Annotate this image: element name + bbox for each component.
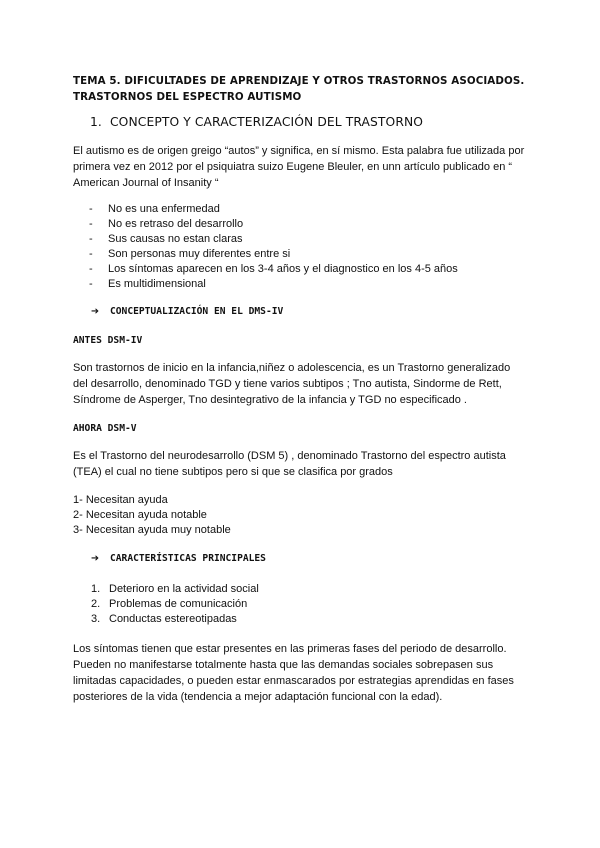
antes-dsm-iv-heading: ANTES DSM-IV — [73, 335, 143, 346]
intro-line: El autismo es de origen greigo “autos” y significa, en sí mismo. Esta palabra fue utilizada por — [73, 145, 525, 157]
list-item: 2- Necesitan ayuda notable — [73, 509, 207, 521]
conclusion-line: Pueden no manifestarse totalmente hasta que las demandas sociales sobrepasen sus — [73, 659, 494, 671]
characteristics-bullet-list — [89, 202, 458, 292]
caracteristicas-heading-text: CARACTERÍSTICAS PRINCIPALES — [110, 553, 266, 564]
list-item-text: Deterioro en la actividad social — [109, 583, 259, 595]
antes-paragraph — [73, 360, 543, 408]
antes-line: del desarrollo, denominado TGD y tiene varios subtipos ; Tno autista, Sindorme de Rett, — [73, 378, 502, 390]
grados-list — [73, 493, 231, 538]
caracteristicas-list — [91, 582, 259, 627]
list-item-text: No es una enfermedad — [108, 203, 220, 215]
list-item-text: Es multidimensional — [108, 278, 206, 290]
arrow-icon: ➔ — [91, 553, 100, 564]
title-line-1: TEMA 5. DIFICULTADES DE APRENDIZAJE Y OTROS TRASTORNOS ASOCIADOS. — [73, 75, 525, 87]
conclusion-line: limitadas capacidades, o pueden estar enmascarados por estrategias aprendidas en fases — [73, 675, 514, 687]
ahora-paragraph — [73, 448, 543, 480]
conclusion-line: Los síntomas tienen que estar presentes en las primeras fases del periodo de desarrollo. — [73, 643, 507, 655]
list-item-text: Son personas muy diferentes entre si — [108, 248, 291, 260]
list-item — [89, 247, 458, 262]
list-item-text: Sus causas no estan claras — [108, 233, 243, 245]
list-number: 1. — [91, 583, 101, 595]
arrow-icon: ➔ — [91, 306, 100, 317]
title-line-2: TRASTORNOS DEL ESPECTRO AUTISMO — [73, 91, 302, 103]
conceptualizacion-heading-text: CONCEPTUALIZACIÓN EN EL DMS-IV — [110, 306, 284, 317]
caracteristicas-heading — [91, 552, 266, 566]
list-item — [89, 232, 458, 247]
bullet-marker: - — [89, 248, 93, 260]
bullet-marker: - — [89, 263, 93, 275]
ahora-dsm-v-heading: AHORA DSM-V — [73, 423, 137, 434]
bullet-marker: - — [89, 203, 93, 215]
list-number: 2. — [91, 598, 101, 610]
antes-line: Síndrome de Asperger, Tno desintegrativo de la infancia y TGD no especificado . — [73, 394, 467, 406]
list-item — [91, 612, 259, 627]
conclusion-paragraph — [73, 641, 543, 705]
list-item-text: Los síntomas aparecen en los 3-4 años y el diagnostico en los 4-5 años — [108, 263, 458, 275]
bullet-marker: - — [89, 233, 93, 245]
conclusion-line: posteriores de la vida (tendencia a mejor adaptación funcional con la edad). — [73, 691, 443, 703]
antes-line: Son trastornos de inicio en la infancia,niñez o adolescencia, es un Trastorno generalizado — [73, 362, 511, 374]
list-item-text: No es retraso del desarrollo — [108, 218, 244, 230]
ahora-line: (TEA) el cual no tiene subtipos pero si que se clasifica por grados — [73, 466, 393, 478]
list-item — [89, 277, 458, 292]
intro-paragraph — [73, 143, 543, 191]
conceptualizacion-heading — [91, 305, 283, 319]
list-item — [89, 217, 458, 232]
list-item-text: Conductas estereotipadas — [109, 613, 237, 625]
list-item — [89, 202, 458, 217]
section-heading — [90, 115, 423, 129]
intro-line: primera vez en 2012 por el psiquiatra suizo Eugene Bleuler, en unn artículo publicado en “ — [73, 161, 513, 173]
list-number: 3. — [91, 613, 101, 625]
list-item — [89, 262, 458, 277]
bullet-marker: - — [89, 218, 93, 230]
list-item: 1- Necesitan ayuda — [73, 494, 168, 506]
ahora-line: Es el Trastorno del neurodesarrollo (DSM 5) , denominado Trastorno del espectro autista — [73, 450, 506, 462]
list-item-text: Problemas de comunicación — [109, 598, 248, 610]
list-item — [91, 597, 259, 612]
list-item — [91, 582, 259, 597]
document-title — [73, 73, 543, 105]
section-title: CONCEPTO Y CARACTERIZACIÓN DEL TRASTORNO — [110, 115, 424, 129]
list-item: 3- Necesitan ayuda muy notable — [73, 524, 231, 536]
intro-line: American Journal of Insanity “ — [73, 177, 219, 189]
section-number: 1. — [90, 115, 102, 129]
bullet-marker: - — [89, 278, 93, 290]
